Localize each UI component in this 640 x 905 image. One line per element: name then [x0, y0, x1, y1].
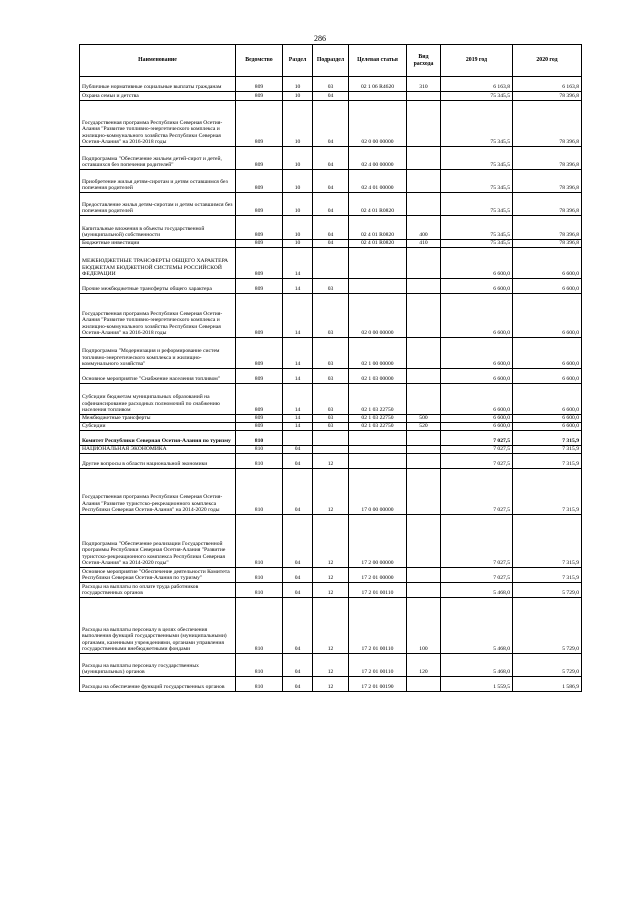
- row-expense: [407, 101, 441, 147]
- row-2020: 78 396,8: [513, 240, 582, 248]
- row-section: 04: [283, 677, 313, 692]
- row-2019: 75 345,5: [441, 147, 513, 170]
- row-subsection: 03: [313, 384, 349, 415]
- table-row: [80, 92, 582, 101]
- row-2020: 6 600,0: [513, 415, 582, 423]
- row-name: Публичные нормативные социальные выплаты гражданам: [80, 77, 236, 92]
- row-section: 14: [283, 279, 313, 294]
- row-ministry: 809: [236, 92, 283, 101]
- row-section: 14: [283, 248, 313, 279]
- page-number: 286: [314, 34, 326, 43]
- row-section: 14: [283, 338, 313, 369]
- row-2020: 6 600,0: [513, 294, 582, 338]
- row-name: Бюджетные инвестиции: [80, 240, 236, 248]
- row-expense: [407, 147, 441, 170]
- row-ministry: 809: [236, 170, 283, 193]
- row-expense: 400: [407, 216, 441, 240]
- row-name: Предоставление жилья детям-сиротам и детям оставшимся без попечения родителей: [80, 193, 236, 216]
- row-2020: 78 396,8: [513, 193, 582, 216]
- row-target: 02 1 06 R4620: [349, 77, 407, 92]
- table-row: [80, 216, 582, 240]
- row-expense: [407, 431, 441, 446]
- row-2019: 6 600,0: [441, 369, 513, 384]
- row-subsection: 12: [313, 583, 349, 598]
- row-name: Межбюджетные трансферты: [80, 415, 236, 423]
- row-target: 02 0 00 00000: [349, 101, 407, 147]
- row-name: Основное мероприятие "Обеспечение деятельности Комитета Республики Северная Осетия-Алания по туризму": [80, 568, 236, 583]
- row-subsection: 03: [313, 77, 349, 92]
- row-subsection: [313, 446, 349, 454]
- table-row: [80, 338, 582, 369]
- row-target: [349, 446, 407, 454]
- row-name: Подпрограмма "Обеспечение реализации Государственной программы Республики Северная Осетия-Алания "Развитие туристско-рекреационного комплекса Республики Северная Осетия-Алания" на 2014-2020 годы": [80, 515, 236, 568]
- row-name: Расходы на выплаты персоналу в целях обеспечения выполнения функций государственными (муниципальными) органами, казенными учреждениями, органами управления государственными внебюджетными фондами: [80, 598, 236, 654]
- row-section: 14: [283, 294, 313, 338]
- row-subsection: 12: [313, 598, 349, 654]
- row-target: 02 0 00 00000: [349, 294, 407, 338]
- table-row: [80, 583, 582, 598]
- table-row: [80, 369, 582, 384]
- row-section: 04: [283, 454, 313, 469]
- row-ministry: 810: [236, 677, 283, 692]
- row-2019: 7 027,5: [441, 515, 513, 568]
- row-expense: [407, 446, 441, 454]
- row-2020: 78 396,8: [513, 147, 582, 170]
- table-row: [80, 654, 582, 677]
- row-target: 17 2 01 00000: [349, 568, 407, 583]
- row-ministry: 809: [236, 338, 283, 369]
- row-ministry: 809: [236, 423, 283, 431]
- row-ministry: 809: [236, 193, 283, 216]
- row-subsection: 03: [313, 294, 349, 338]
- row-target: 02 4 00 00000: [349, 147, 407, 170]
- row-name: Приобретение жилья детям-сиротам и детям оставшимся без попечения родителей: [80, 170, 236, 193]
- row-2019: 7 027,5: [441, 469, 513, 515]
- row-2020: 7 315,9: [513, 515, 582, 568]
- row-2020: 78 396,8: [513, 101, 582, 147]
- row-expense: [407, 279, 441, 294]
- row-ministry: 810: [236, 431, 283, 446]
- row-2019: 75 345,5: [441, 240, 513, 248]
- row-subsection: [313, 431, 349, 446]
- table-header-row: [80, 45, 582, 77]
- row-expense: [407, 369, 441, 384]
- row-target: 17 2 00 00000: [349, 515, 407, 568]
- row-ministry: 810: [236, 515, 283, 568]
- row-expense: [407, 384, 441, 415]
- row-section: 10: [283, 170, 313, 193]
- header-target: Целевая статья: [349, 45, 407, 77]
- row-2019: 6 163,8: [441, 77, 513, 92]
- row-subsection: 04: [313, 216, 349, 240]
- row-name: Другие вопросы в области национальной экономики: [80, 454, 236, 469]
- table-row: [80, 469, 582, 515]
- row-2020: 7 315,9: [513, 568, 582, 583]
- row-section: 04: [283, 469, 313, 515]
- row-target: 02 4 01 R0820: [349, 240, 407, 248]
- table-row: [80, 193, 582, 216]
- row-name: Комитет Республики Северная Осетия-Алания по туризму: [80, 431, 236, 446]
- header-2020: 2020 год: [513, 45, 582, 77]
- row-target: 17 2 01 00110: [349, 598, 407, 654]
- row-expense: [407, 583, 441, 598]
- row-target: 02 4 01 00000: [349, 170, 407, 193]
- row-target: 02 4 01 R0820: [349, 193, 407, 216]
- row-2019: 75 345,5: [441, 193, 513, 216]
- row-expense: [407, 248, 441, 279]
- table-row: [80, 677, 582, 692]
- row-expense: [407, 92, 441, 101]
- row-2019: 6 600,0: [441, 415, 513, 423]
- row-2020: 6 163,8: [513, 77, 582, 92]
- row-2020: 7 315,9: [513, 446, 582, 454]
- row-target: 17 0 00 00000: [349, 469, 407, 515]
- row-2019: 75 345,5: [441, 101, 513, 147]
- row-ministry: 809: [236, 101, 283, 147]
- row-name: Государственная программа Республики Северная Осетия-Алания "Развитие топливно-энергетического комплекса и жилищно-коммунального хозяйства Республики Северная Осетия-Алания" на 2016-2018 годы: [80, 101, 236, 147]
- table-row: [80, 147, 582, 170]
- header-section: Раздел: [283, 45, 313, 77]
- row-subsection: 12: [313, 654, 349, 677]
- row-ministry: 809: [236, 147, 283, 170]
- row-name: Субсидии: [80, 423, 236, 431]
- row-target: [349, 454, 407, 469]
- row-ministry: 809: [236, 279, 283, 294]
- row-target: 02 4 01 R0820: [349, 216, 407, 240]
- table-row: [80, 240, 582, 248]
- row-subsection: 03: [313, 279, 349, 294]
- row-subsection: 03: [313, 423, 349, 431]
- row-target: [349, 248, 407, 279]
- row-subsection: 12: [313, 469, 349, 515]
- row-2020: 6 600,0: [513, 279, 582, 294]
- row-name: Расходы на обеспечение функций государственных органов: [80, 677, 236, 692]
- row-2019: 5 468,0: [441, 598, 513, 654]
- row-2019: 6 600,0: [441, 384, 513, 415]
- row-ministry: 809: [236, 294, 283, 338]
- row-2020: 5 729,0: [513, 583, 582, 598]
- row-name: Охрана семьи и детства: [80, 92, 236, 101]
- row-target: 02 1 03 22750: [349, 415, 407, 423]
- row-expense: [407, 338, 441, 369]
- table-row: [80, 515, 582, 568]
- row-expense: [407, 170, 441, 193]
- row-2019: 75 345,5: [441, 170, 513, 193]
- row-subsection: 04: [313, 170, 349, 193]
- table-row: [80, 454, 582, 469]
- row-target: 02 1 00 00000: [349, 338, 407, 369]
- row-2020: 78 396,8: [513, 92, 582, 101]
- row-subsection: [313, 248, 349, 279]
- row-expense: [407, 515, 441, 568]
- row-section: 04: [283, 515, 313, 568]
- row-subsection: 12: [313, 568, 349, 583]
- row-target: 02 1 03 22750: [349, 384, 407, 415]
- table-row: [80, 598, 582, 654]
- table-body: [80, 77, 582, 692]
- row-2020: 6 600,0: [513, 423, 582, 431]
- row-2019: 7 027,5: [441, 568, 513, 583]
- header-subsection: Подраздел: [313, 45, 349, 77]
- row-expense: 520: [407, 423, 441, 431]
- row-target: 17 2 01 00110: [349, 583, 407, 598]
- row-subsection: 12: [313, 454, 349, 469]
- row-ministry: 809: [236, 248, 283, 279]
- row-ministry: 810: [236, 598, 283, 654]
- row-expense: [407, 294, 441, 338]
- row-target: 17 2 01 00110: [349, 654, 407, 677]
- row-2019: 6 600,0: [441, 338, 513, 369]
- table-row: [80, 279, 582, 294]
- table-row: [80, 568, 582, 583]
- row-section: 14: [283, 423, 313, 431]
- table-row: [80, 248, 582, 279]
- row-ministry: 809: [236, 240, 283, 248]
- row-2019: 75 345,5: [441, 216, 513, 240]
- table-row: [80, 415, 582, 423]
- table-row: [80, 384, 582, 415]
- row-ministry: 809: [236, 415, 283, 423]
- row-ministry: 809: [236, 384, 283, 415]
- row-target: [349, 431, 407, 446]
- row-2020: 6 600,0: [513, 338, 582, 369]
- row-2019: 6 600,0: [441, 423, 513, 431]
- row-name: Расходы на выплаты персоналу государственных (муниципальных) органов: [80, 654, 236, 677]
- row-2020: 78 396,8: [513, 216, 582, 240]
- row-subsection: 04: [313, 92, 349, 101]
- row-section: 10: [283, 147, 313, 170]
- row-expense: [407, 469, 441, 515]
- header-expense: Вид расхода: [407, 45, 441, 77]
- row-section: 04: [283, 654, 313, 677]
- row-ministry: 810: [236, 654, 283, 677]
- row-subsection: 03: [313, 369, 349, 384]
- row-target: 02 1 03 00000: [349, 369, 407, 384]
- row-section: 14: [283, 415, 313, 423]
- row-expense: 310: [407, 77, 441, 92]
- row-2019: 7 027,5: [441, 454, 513, 469]
- row-ministry: 810: [236, 469, 283, 515]
- table-row: [80, 77, 582, 92]
- row-subsection: 04: [313, 147, 349, 170]
- row-name: Государственная программа Республики Северная Осетия-Алания "Развитие туристско-рекреационного комплекса Республики Северная Осетия-Алания" на 2014-2020 годы: [80, 469, 236, 515]
- row-subsection: 03: [313, 415, 349, 423]
- row-ministry: 810: [236, 568, 283, 583]
- row-2019: 7 027,5: [441, 431, 513, 446]
- row-subsection: 03: [313, 338, 349, 369]
- table-row: [80, 423, 582, 431]
- row-target: [349, 279, 407, 294]
- row-subsection: 04: [313, 240, 349, 248]
- row-section: 04: [283, 568, 313, 583]
- row-expense: [407, 568, 441, 583]
- table-row: [80, 170, 582, 193]
- row-expense: [407, 454, 441, 469]
- row-2020: 5 729,0: [513, 654, 582, 677]
- row-section: 14: [283, 369, 313, 384]
- header-name: Наименование: [80, 45, 236, 77]
- row-section: 04: [283, 583, 313, 598]
- row-2019: 6 600,0: [441, 294, 513, 338]
- row-2020: 6 600,0: [513, 369, 582, 384]
- header-ministry: Ведомство: [236, 45, 283, 77]
- row-2020: 1 586,9: [513, 677, 582, 692]
- table-row: [80, 101, 582, 147]
- row-ministry: 809: [236, 77, 283, 92]
- row-2019: 5 468,0: [441, 583, 513, 598]
- row-subsection: 04: [313, 101, 349, 147]
- row-name: Подпрограмма "Обеспечение жильем детей-сирот и детей, оставшихся без попечения родителей": [80, 147, 236, 170]
- table-row: [80, 431, 582, 446]
- row-name: Основное мероприятие "Снабжение населения топливом": [80, 369, 236, 384]
- row-2020: 6 600,0: [513, 248, 582, 279]
- row-expense: [407, 193, 441, 216]
- row-expense: 410: [407, 240, 441, 248]
- row-section: 10: [283, 92, 313, 101]
- row-name: Расходы на выплаты по оплате труда работников государственных органов: [80, 583, 236, 598]
- row-ministry: 810: [236, 583, 283, 598]
- row-subsection: 12: [313, 677, 349, 692]
- row-name: Субсидии бюджетам муниципальных образований на софинансирование расходных полномочий по снабжению населения топливом: [80, 384, 236, 415]
- row-ministry: 810: [236, 454, 283, 469]
- row-2020: 6 600,0: [513, 384, 582, 415]
- row-2020: 5 729,0: [513, 598, 582, 654]
- header-2019: 2019 год: [441, 45, 513, 77]
- row-2019: 1 559,5: [441, 677, 513, 692]
- row-2020: 78 396,8: [513, 170, 582, 193]
- row-ministry: 809: [236, 369, 283, 384]
- row-subsection: 12: [313, 515, 349, 568]
- row-section: 10: [283, 77, 313, 92]
- row-expense: 500: [407, 415, 441, 423]
- budget-table: [79, 44, 582, 692]
- row-name: МЕЖБЮДЖЕТНЫЕ ТРАНСФЕРТЫ ОБЩЕГО ХАРАКТЕРА БЮДЖЕТАМ БЮДЖЕТНОЙ СИСТЕМЫ РОССИЙСКОЙ ФЕДЕРАЦИИ: [80, 248, 236, 279]
- row-section: 10: [283, 193, 313, 216]
- row-expense: 120: [407, 654, 441, 677]
- row-2019: 6 600,0: [441, 279, 513, 294]
- row-section: 10: [283, 101, 313, 147]
- row-name: НАЦИОНАЛЬНАЯ ЭКОНОМИКА: [80, 446, 236, 454]
- row-expense: 100: [407, 598, 441, 654]
- row-name: Прочие межбюджетные трансферты общего характера: [80, 279, 236, 294]
- row-2019: 75 345,5: [441, 92, 513, 101]
- row-expense: [407, 677, 441, 692]
- table-row: [80, 294, 582, 338]
- row-ministry: 809: [236, 216, 283, 240]
- row-section: 04: [283, 598, 313, 654]
- row-target: 02 1 03 22750: [349, 423, 407, 431]
- row-name: Подпрограмма "Модернизация и реформирование систем топливно-энергетического комплекса и жилищно-коммунального хозяйства": [80, 338, 236, 369]
- row-section: 10: [283, 240, 313, 248]
- row-2019: 5 468,0: [441, 654, 513, 677]
- row-section: 14: [283, 384, 313, 415]
- row-target: [349, 92, 407, 101]
- row-ministry: 810: [236, 446, 283, 454]
- row-2020: 7 315,9: [513, 431, 582, 446]
- row-2019: 6 600,0: [441, 248, 513, 279]
- row-name: Государственная программа Республики Северная Осетия-Алания "Развитие топливно-энергетического комплекса и жилищно-коммунального хозяйства Республики Северная Осетия-Алания" на 2016-2018 годы: [80, 294, 236, 338]
- row-target: 17 2 01 00190: [349, 677, 407, 692]
- row-2020: 7 315,9: [513, 469, 582, 515]
- row-section: 10: [283, 216, 313, 240]
- row-section: 04: [283, 446, 313, 454]
- row-name: Капитальные вложения в объекты государственной (муниципальной) собственности: [80, 216, 236, 240]
- row-subsection: 04: [313, 193, 349, 216]
- row-section: [283, 431, 313, 446]
- row-2020: 7 315,9: [513, 454, 582, 469]
- table-row: [80, 446, 582, 454]
- row-2019: 7 027,5: [441, 446, 513, 454]
